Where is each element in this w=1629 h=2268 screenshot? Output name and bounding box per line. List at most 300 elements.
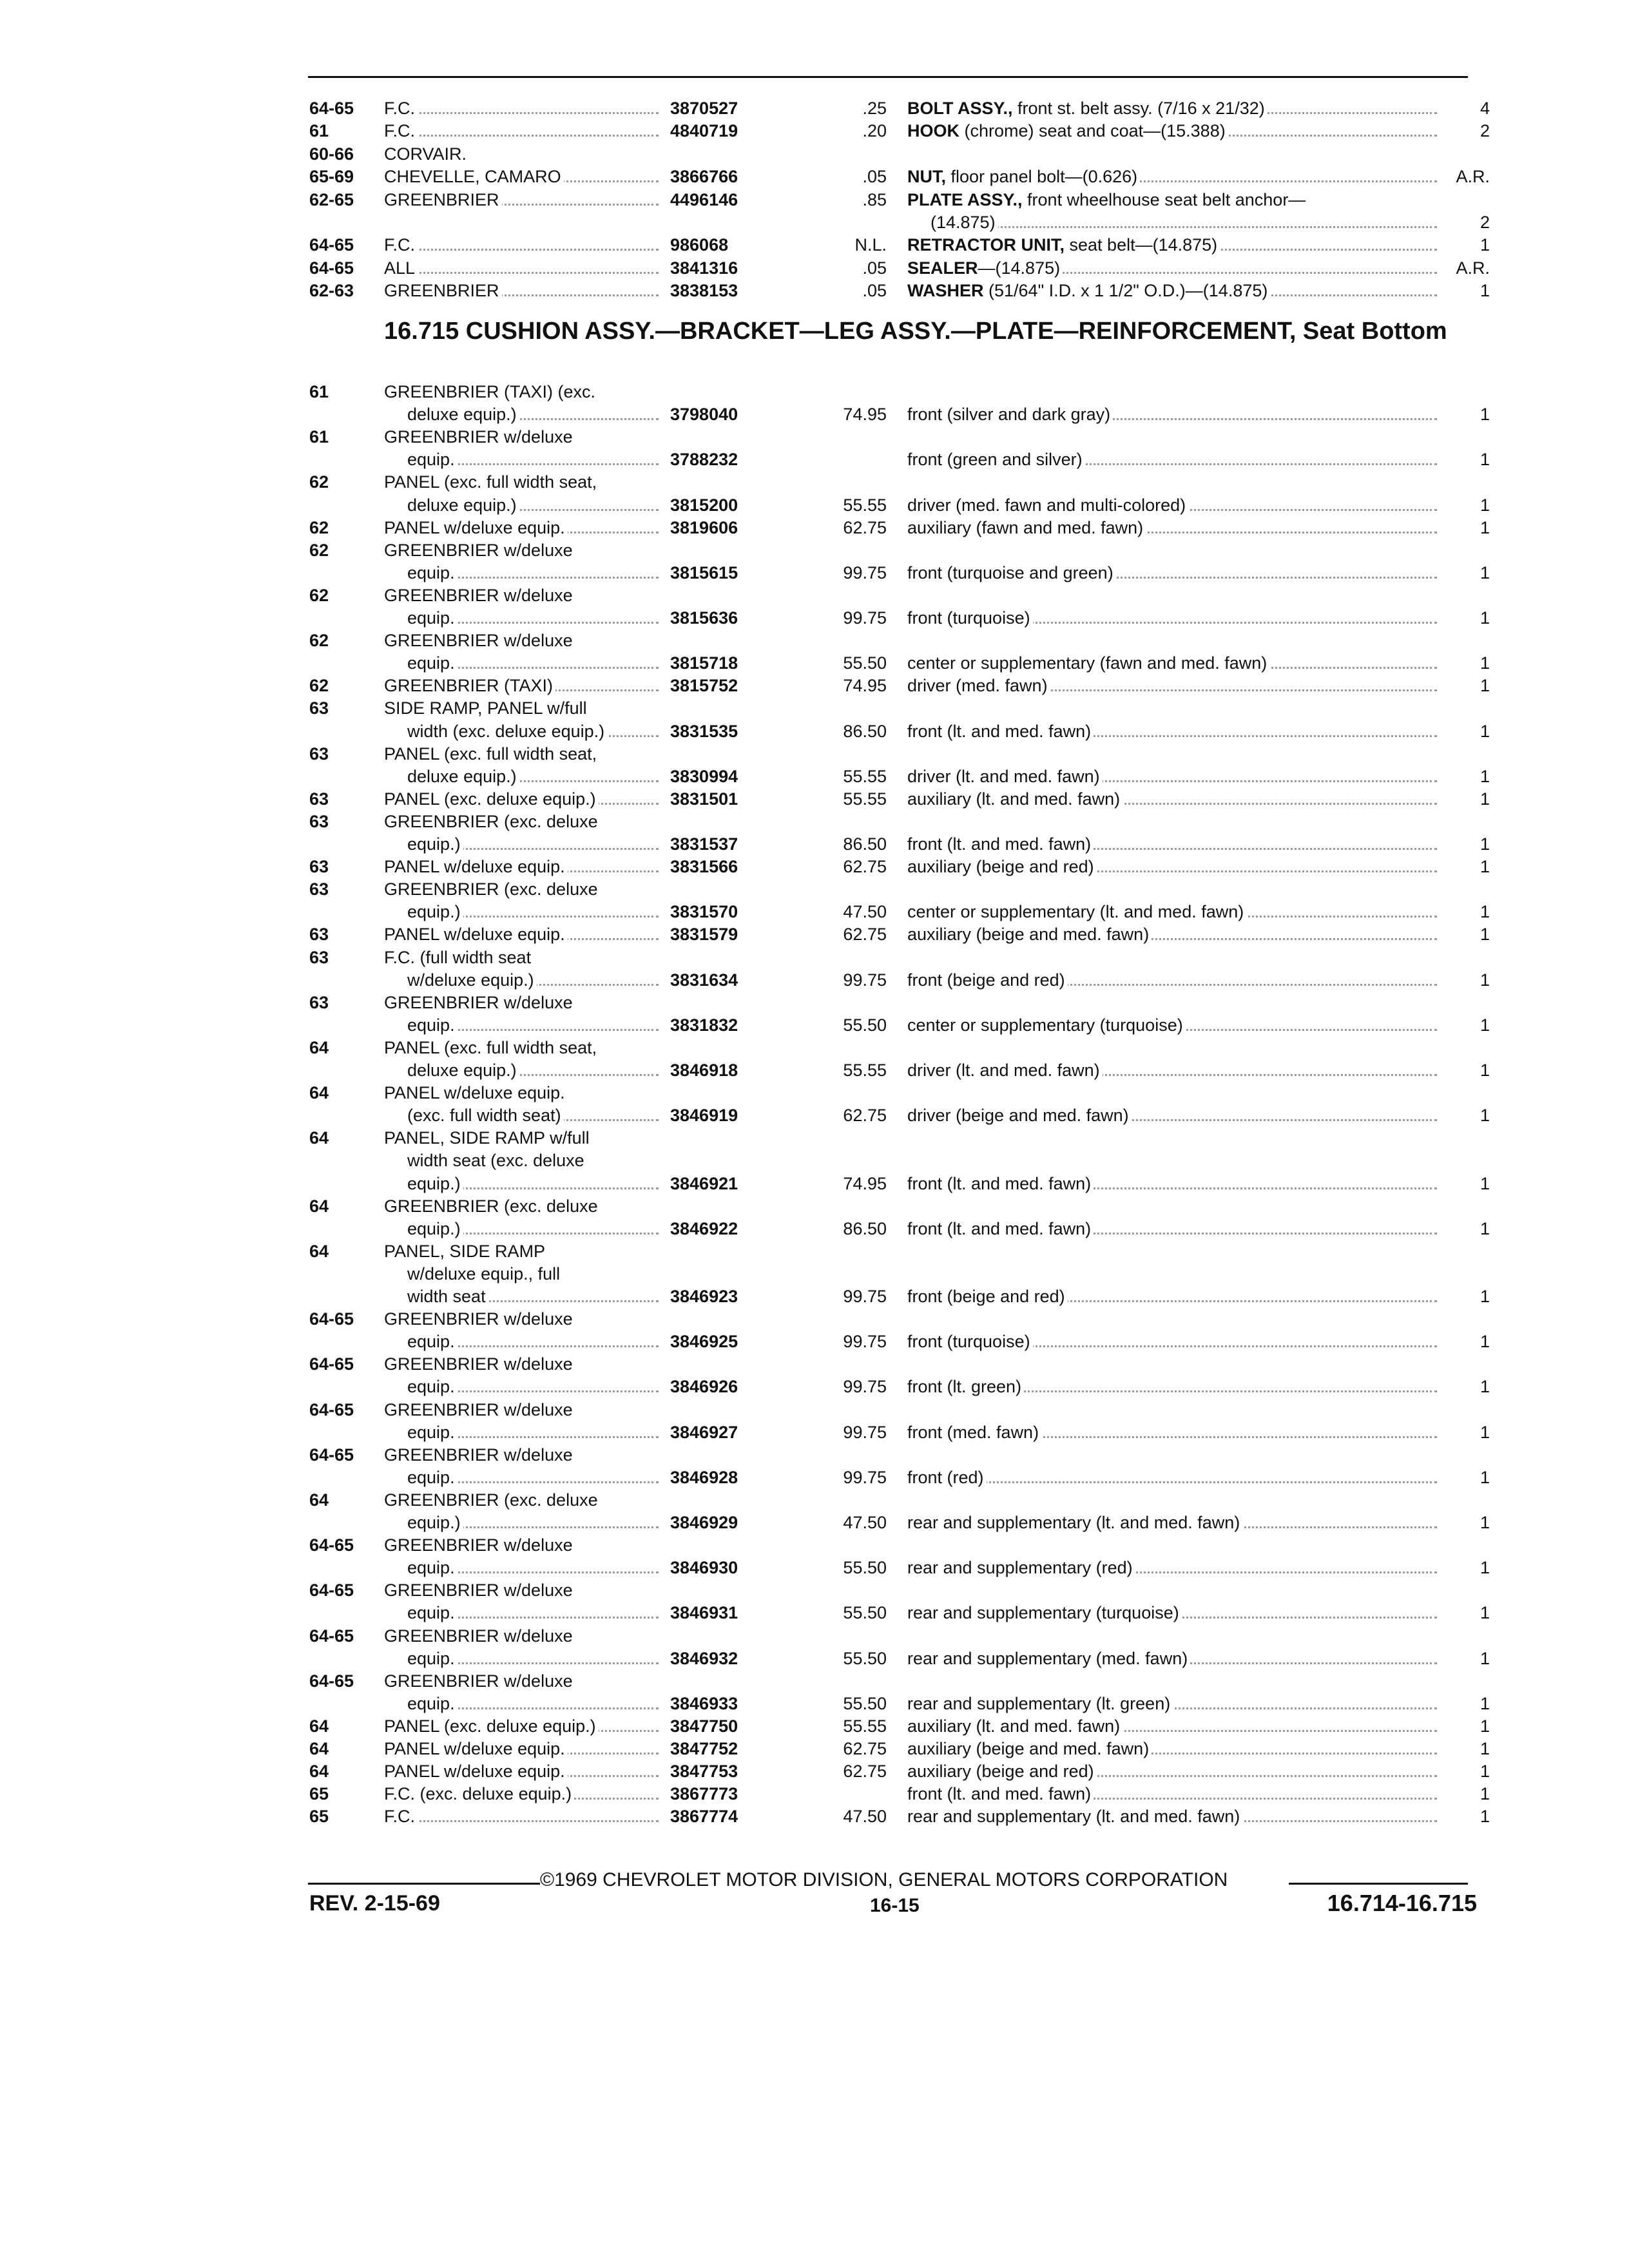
- application: [384, 1533, 662, 1557]
- model-year: 62: [309, 517, 329, 537]
- table-row: [0, 1307, 1629, 1331]
- description-text: [907, 1649, 1190, 1668]
- table-row: [0, 1285, 1629, 1308]
- description: [907, 1466, 1441, 1489]
- description-text: [907, 258, 1063, 278]
- application-text: equip.: [407, 1694, 458, 1713]
- description: [907, 165, 1441, 188]
- table-row: [0, 720, 1629, 743]
- application: [384, 1579, 662, 1602]
- list-price: .85: [862, 189, 887, 209]
- table-row: [0, 1511, 1629, 1534]
- model-year: 64-65: [309, 1671, 354, 1691]
- part-detail: front (lt. and med. fawn): [907, 1218, 1092, 1238]
- model-year: 64: [309, 1490, 329, 1510]
- table-row: [0, 1262, 1629, 1285]
- description: [907, 606, 1441, 629]
- model-year: 64-65: [309, 1354, 354, 1374]
- list-price: 74.95: [843, 1173, 887, 1193]
- application-text: F.C.: [384, 1807, 418, 1826]
- model-year: 62: [309, 676, 329, 696]
- part-number: 4496146: [670, 189, 738, 209]
- list-price: 55.50: [843, 1693, 887, 1713]
- description-text: [907, 1739, 1152, 1758]
- model-year: 61: [309, 121, 329, 141]
- dot-leader: [907, 1481, 1437, 1483]
- quantity: 1: [1480, 1603, 1490, 1623]
- model-year: 62: [309, 540, 329, 560]
- application-text: GREENBRIER w/deluxe: [384, 541, 575, 560]
- quantity: 1: [1480, 1648, 1490, 1668]
- model-year: 62: [309, 631, 329, 651]
- description: [907, 516, 1441, 539]
- part-number: 3847752: [670, 1739, 738, 1758]
- model-year: 64-65: [309, 1626, 354, 1646]
- description: [907, 968, 1441, 992]
- table-row: [0, 651, 1629, 675]
- application: [384, 787, 662, 811]
- description: [907, 494, 1441, 517]
- table-row: [0, 188, 1629, 211]
- list-price: 62.75: [843, 1106, 887, 1126]
- description-text: [907, 1332, 1033, 1351]
- application: [384, 674, 662, 697]
- description: [907, 923, 1441, 946]
- description: [907, 1172, 1441, 1195]
- model-year: 65: [309, 1784, 329, 1804]
- description: [907, 651, 1441, 675]
- application-text: GREENBRIER w/deluxe: [384, 631, 575, 650]
- table-row: [0, 1081, 1629, 1104]
- application-text: GREENBRIER: [384, 281, 502, 300]
- table-row: [0, 584, 1629, 607]
- application-text: GREENBRIER (exc. deluxe: [384, 1490, 601, 1510]
- part-number: 3788232: [670, 450, 738, 470]
- application: [407, 1556, 662, 1579]
- part-name: PLATE ASSY.,: [907, 189, 1023, 209]
- application: [407, 1421, 662, 1444]
- part-number: 3846932: [670, 1648, 738, 1668]
- part-detail: floor panel bolt—(0.626): [946, 167, 1138, 187]
- application-text: GREENBRIER (TAXI): [384, 676, 555, 695]
- table-row: [0, 1217, 1629, 1240]
- part-detail: auxiliary (lt. and med. fawn): [907, 789, 1121, 809]
- table-row: [0, 765, 1629, 788]
- part-number: 3846927: [670, 1422, 738, 1442]
- part-detail: (chrome) seat and coat—(15.388): [959, 121, 1226, 141]
- application: [384, 697, 662, 720]
- application: [384, 1805, 662, 1828]
- model-year: 64: [309, 1241, 329, 1261]
- description: [907, 1715, 1441, 1738]
- application: [384, 629, 662, 652]
- part-detail: front (silver and dark gray): [907, 405, 1111, 425]
- part-number: 3846925: [670, 1332, 738, 1352]
- quantity: 1: [1480, 1558, 1490, 1578]
- description-text: [907, 902, 1246, 921]
- application-text: PANEL (exc. deluxe equip.): [384, 1716, 599, 1736]
- model-year: 64: [309, 1083, 329, 1103]
- description-text: [907, 834, 1094, 854]
- part-number: 3846923: [670, 1287, 738, 1306]
- application-text: deluxe equip.): [407, 1061, 519, 1080]
- table-row: [0, 629, 1629, 652]
- quantity: 1: [1480, 766, 1490, 786]
- description: [907, 188, 1441, 211]
- description: [907, 1737, 1441, 1760]
- table-row: [0, 946, 1629, 969]
- application-text: F.C. (full width seat: [384, 948, 534, 967]
- application-text: CHEVELLE, CAMARO: [384, 167, 564, 186]
- application-text: PANEL w/deluxe equip.: [384, 518, 568, 537]
- part-number: 3846928: [670, 1467, 738, 1487]
- application-text: equip.: [407, 1558, 458, 1577]
- application-text: deluxe equip.): [407, 767, 519, 786]
- table-row: [0, 470, 1629, 494]
- application: [384, 279, 662, 302]
- list-price: 55.50: [843, 1015, 887, 1035]
- application: [384, 584, 662, 607]
- application-text: PANEL (exc. full width seat,: [384, 1038, 599, 1057]
- application-text: equip.: [407, 450, 458, 469]
- description-text: [907, 925, 1152, 944]
- description: [907, 1511, 1441, 1534]
- part-detail: front st. belt assy. (7/16 x 21/32): [1012, 99, 1265, 118]
- table-row: [0, 1692, 1629, 1715]
- model-year: 62: [309, 585, 329, 605]
- application-text: PANEL (exc. full width seat,: [384, 472, 599, 492]
- description: [907, 765, 1441, 788]
- description-text: [907, 450, 1085, 469]
- table-row: [0, 1624, 1629, 1648]
- description: [907, 256, 1441, 280]
- application: [384, 380, 662, 403]
- table-row: [0, 1240, 1629, 1263]
- part-number: 3846933: [670, 1693, 738, 1713]
- quantity: 1: [1480, 789, 1490, 809]
- table-row: [0, 787, 1629, 811]
- part-number: 3847753: [670, 1762, 738, 1782]
- quantity: 1: [1480, 902, 1490, 922]
- description: [907, 1375, 1441, 1398]
- part-number: 4840719: [670, 121, 738, 141]
- dot-leader: [384, 249, 659, 251]
- description: [907, 1805, 1441, 1828]
- list-price: 99.75: [843, 1422, 887, 1442]
- description: [907, 855, 1441, 878]
- application: [384, 923, 662, 946]
- part-detail: front (lt. and med. fawn): [907, 721, 1092, 741]
- list-price: 99.75: [843, 1332, 887, 1352]
- part-detail: front wheelhouse seat belt anchor—: [1022, 189, 1306, 209]
- part-detail: rear and supplementary (lt. green): [907, 1693, 1171, 1713]
- quantity: 1: [1480, 281, 1490, 301]
- description-text: [907, 1287, 1068, 1306]
- table-row: [0, 279, 1629, 302]
- description: [907, 561, 1441, 584]
- part-detail: auxiliary (beige and red): [907, 1762, 1094, 1782]
- application-text: equip.: [407, 608, 458, 628]
- quantity: 1: [1480, 1784, 1490, 1804]
- application: [407, 1285, 662, 1308]
- description-text: [907, 1106, 1132, 1125]
- application-text: equip.: [407, 1423, 458, 1442]
- application-text: equip.: [407, 563, 458, 582]
- model-year: 64: [309, 1196, 329, 1216]
- quantity: 1: [1480, 1377, 1490, 1397]
- quantity: 1: [1480, 562, 1490, 582]
- table-row: [0, 256, 1629, 280]
- dot-leader: [384, 112, 659, 114]
- application: [384, 991, 662, 1014]
- table-row: [0, 425, 1629, 448]
- description: [907, 1782, 1441, 1805]
- model-year: 60-66: [309, 144, 354, 164]
- part-number: 3846929: [670, 1513, 738, 1532]
- list-price: 86.50: [843, 721, 887, 741]
- description-text: [907, 789, 1123, 809]
- application: [384, 142, 662, 166]
- part-name: HOOK: [907, 121, 959, 141]
- description: [907, 97, 1441, 120]
- list-price: 99.75: [843, 562, 887, 582]
- description-text: [907, 235, 1220, 255]
- application: [407, 832, 662, 856]
- quantity: A.R.: [1456, 167, 1490, 187]
- footer-copyright: ©1969 CHEVROLET MOTOR DIVISION, GENERAL MOTORS CORPORATION: [540, 1869, 1228, 1890]
- quantity: 1: [1480, 1739, 1490, 1758]
- model-year: 62-65: [309, 189, 354, 209]
- part-number: 3846921: [670, 1173, 738, 1193]
- part-detail: front (turquoise): [907, 1332, 1030, 1352]
- description: [907, 1647, 1441, 1670]
- part-number: 3870527: [670, 99, 738, 118]
- application-text: PANEL, SIDE RAMP: [384, 1242, 548, 1261]
- application-text: (exc. full width seat): [407, 1106, 564, 1125]
- dot-leader: [930, 226, 1437, 228]
- description-text: [907, 1513, 1242, 1532]
- application-text: PANEL w/deluxe equip.: [384, 1762, 568, 1781]
- application-text: GREENBRIER w/deluxe: [384, 1535, 575, 1555]
- part-detail: front (lt. and med. fawn): [907, 834, 1092, 854]
- application: [384, 1195, 662, 1218]
- table-row: [0, 448, 1629, 471]
- application: [407, 720, 662, 743]
- application: [384, 1398, 662, 1421]
- description-text: [907, 1716, 1123, 1736]
- list-price: .05: [862, 258, 887, 278]
- table-row: [0, 233, 1629, 256]
- description: [907, 1059, 1441, 1082]
- part-number: 3831501: [670, 789, 738, 809]
- application: [384, 1307, 662, 1331]
- model-year: 63: [309, 992, 329, 1012]
- application-text: deluxe equip.): [407, 405, 519, 424]
- model-year: 64-65: [309, 1399, 354, 1419]
- description-text: [907, 518, 1146, 537]
- description-text: [907, 190, 1308, 209]
- description: [907, 233, 1441, 256]
- table-row: [0, 1375, 1629, 1398]
- top-rule: [308, 76, 1468, 78]
- part-number: 3831634: [670, 970, 738, 990]
- description: [907, 1601, 1441, 1624]
- model-year: 63: [309, 789, 329, 809]
- table-row: [0, 97, 1629, 120]
- application-text: PANEL (exc. deluxe equip.): [384, 789, 599, 809]
- part-number: 3838153: [670, 281, 738, 301]
- application: [384, 855, 662, 878]
- application-text: ALL: [384, 258, 418, 278]
- list-price: 62.75: [843, 857, 887, 877]
- model-year: 63: [309, 744, 329, 764]
- application-text: GREENBRIER (exc. deluxe: [384, 812, 601, 831]
- application-text: GREENBRIER w/deluxe: [384, 1626, 575, 1646]
- part-name: WASHER: [907, 281, 984, 301]
- table-row: [0, 1669, 1629, 1693]
- list-price: 62.75: [843, 517, 887, 537]
- application: [407, 1104, 662, 1127]
- quantity: 1: [1480, 1218, 1490, 1238]
- model-year: 64-65: [309, 1581, 354, 1600]
- application: [407, 651, 662, 675]
- quantity: 1: [1480, 450, 1490, 470]
- table-row: [0, 1715, 1629, 1738]
- application: [384, 1081, 662, 1104]
- table-row: [0, 1149, 1629, 1172]
- application: [407, 1511, 662, 1534]
- model-year: 63: [309, 947, 329, 967]
- quantity: 1: [1480, 1807, 1490, 1827]
- table-row: [0, 1579, 1629, 1602]
- part-number: 3867774: [670, 1807, 738, 1827]
- application: [407, 968, 662, 992]
- part-name: NUT,: [907, 167, 946, 187]
- list-price: 55.55: [843, 495, 887, 515]
- application: [384, 1443, 662, 1466]
- application: [384, 1036, 662, 1059]
- application-text: GREENBRIER w/deluxe: [384, 1581, 575, 1600]
- description-text: [907, 857, 1097, 876]
- application: [384, 878, 662, 901]
- table-row: [0, 165, 1629, 188]
- application-text: equip.: [407, 1468, 458, 1487]
- table-row: [0, 1533, 1629, 1557]
- application: [407, 1172, 662, 1195]
- model-year: 64-65: [309, 235, 354, 255]
- description: [907, 1285, 1441, 1308]
- part-name: BOLT ASSY.,: [907, 99, 1013, 118]
- application-text: CORVAIR.: [384, 144, 469, 164]
- application-text: PANEL, SIDE RAMP w/full: [384, 1128, 592, 1148]
- application: [407, 606, 662, 629]
- list-price: 86.50: [843, 834, 887, 854]
- description-text: [907, 1807, 1242, 1826]
- description: [907, 1104, 1441, 1127]
- part-number: 3867773: [670, 1784, 738, 1804]
- part-number: 986068: [670, 235, 729, 255]
- application: [384, 946, 662, 969]
- list-price: 55.50: [843, 653, 887, 673]
- table-row: [0, 1104, 1629, 1127]
- application: [384, 1669, 662, 1693]
- application: [407, 1217, 662, 1240]
- model-year: 63: [309, 698, 329, 718]
- model-year: 64-65: [309, 99, 354, 118]
- application: [407, 1262, 662, 1285]
- description: [907, 1760, 1441, 1783]
- application-text: PANEL (exc. full width seat,: [384, 744, 599, 764]
- part-detail: auxiliary (fawn and med. fawn): [907, 517, 1144, 537]
- part-name: RETRACTOR UNIT,: [907, 235, 1065, 255]
- application-text: GREENBRIER (exc. deluxe: [384, 1196, 601, 1216]
- quantity: 1: [1480, 1287, 1490, 1306]
- table-row: [0, 991, 1629, 1014]
- table-row: [0, 1601, 1629, 1624]
- part-detail: front (med. fawn): [907, 1422, 1039, 1442]
- description-text: [907, 1558, 1135, 1577]
- list-price: 55.50: [843, 1648, 887, 1668]
- model-year: 63: [309, 925, 329, 945]
- list-price: 55.55: [843, 1061, 887, 1080]
- application-text: GREENBRIER: [384, 190, 502, 209]
- application: [384, 1715, 662, 1738]
- page-number: 16-15: [870, 1895, 920, 1916]
- list-price: 99.75: [843, 970, 887, 990]
- application-text: PANEL w/deluxe equip.: [384, 857, 568, 876]
- application: [407, 1601, 662, 1624]
- application: [384, 1126, 662, 1149]
- part-number: 3815752: [670, 676, 738, 696]
- list-price: 62.75: [843, 925, 887, 945]
- description-text: [907, 767, 1103, 786]
- table-row: [0, 119, 1629, 142]
- part-detail: front (beige and red): [907, 1287, 1065, 1306]
- quantity: 1: [1480, 517, 1490, 537]
- part-number: 3846922: [670, 1218, 738, 1238]
- application: [384, 1760, 662, 1783]
- application-text: PANEL w/deluxe equip.: [384, 1739, 568, 1758]
- table-row: [0, 561, 1629, 584]
- application-text: equip.): [407, 1219, 463, 1238]
- application-text: width seat (exc. deluxe: [407, 1151, 587, 1170]
- part-number: 3815200: [670, 495, 738, 515]
- application-text: equip.: [407, 1015, 458, 1035]
- table-row: [0, 403, 1629, 426]
- model-year: 65-69: [309, 167, 354, 187]
- application-text: equip.: [407, 1649, 458, 1668]
- table-row: [0, 900, 1629, 923]
- application: [407, 561, 662, 584]
- list-price: 74.95: [843, 405, 887, 425]
- table-row: [0, 1014, 1629, 1037]
- application: [384, 1240, 662, 1263]
- application-text: F.C.: [384, 99, 418, 118]
- revision-date: REV. 2-15-69: [309, 1891, 440, 1916]
- table-row: [0, 674, 1629, 697]
- table-row: [0, 1195, 1629, 1218]
- list-price: .05: [862, 167, 887, 187]
- section-title: 16.715 CUSHION ASSY.—BRACKET—LEG ASSY.—PLATE—REINFORCEMENT, Seat Bottom: [384, 318, 1447, 345]
- description-text: [907, 1061, 1103, 1080]
- part-number: 3846926: [670, 1377, 738, 1397]
- quantity: 1: [1480, 1716, 1490, 1736]
- application: [407, 1375, 662, 1398]
- part-detail: front (red): [907, 1467, 984, 1487]
- model-year: 63: [309, 857, 329, 877]
- application-text: GREENBRIER w/deluxe: [384, 1671, 575, 1691]
- description-text: [907, 1015, 1186, 1035]
